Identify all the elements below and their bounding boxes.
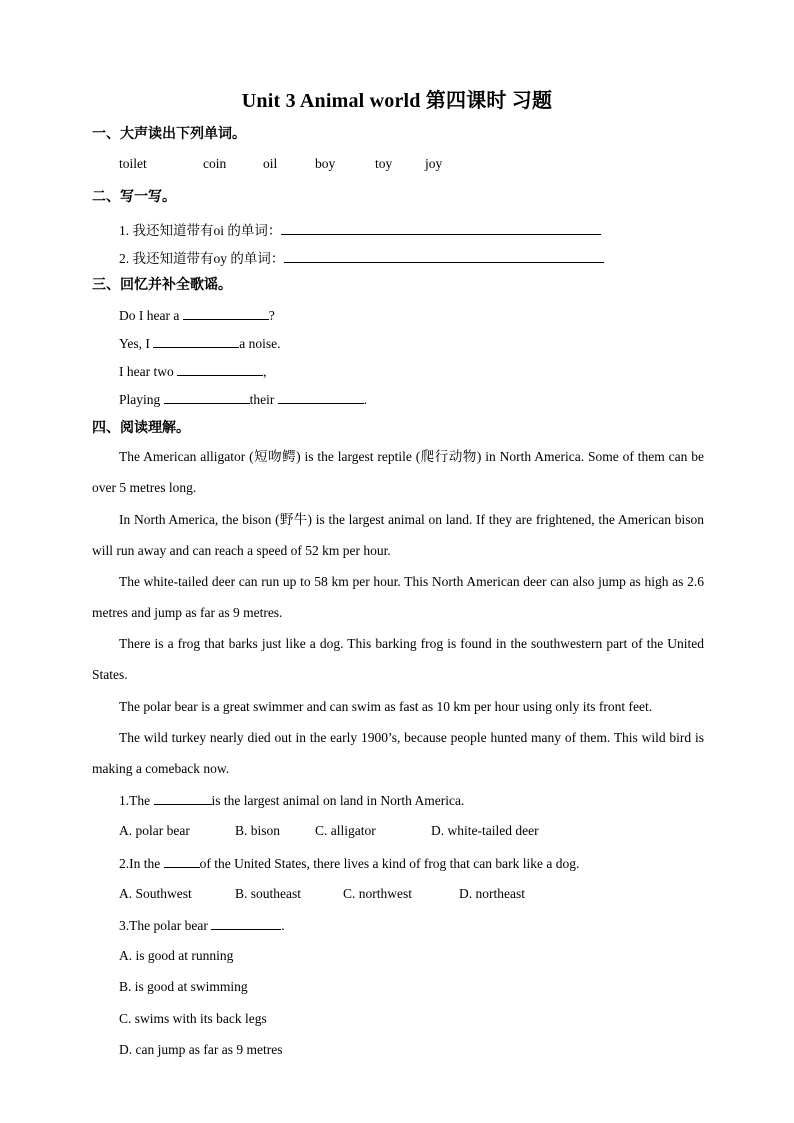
question-blank[interactable]: [164, 855, 200, 868]
q2-option-a[interactable]: A. Southwest: [119, 886, 192, 901]
write-item-oi-label: 1. 我还知道带有oi 的单词：: [119, 223, 282, 238]
write-item-oy-label: 2. 我还知道带有oy 的单词：: [119, 251, 285, 266]
q1-option-b[interactable]: B. bison: [235, 823, 281, 838]
rhyme-blank[interactable]: [278, 391, 364, 404]
rhyme-text: a noise.: [239, 336, 281, 351]
rhyme-blank[interactable]: [183, 307, 269, 320]
q3-option-a[interactable]: A. is good at running: [119, 948, 234, 963]
question-text: of the United States, there lives a kind of frog that can bark like a dog.: [199, 856, 580, 871]
question-text: 2.In the: [119, 856, 164, 871]
word-oil: oil: [263, 156, 278, 171]
question-blank[interactable]: [154, 792, 212, 805]
reading-paragraph: [92, 441, 704, 503]
rhyme-blank[interactable]: [164, 391, 250, 404]
q1-option-d[interactable]: D. white-tailed deer: [431, 823, 539, 838]
question-2: [119, 855, 579, 872]
rhyme-text: .: [363, 392, 368, 407]
rhyme-line-4: [119, 391, 367, 408]
section-4-heading: 四、阅读理解。: [92, 421, 190, 436]
question-1: [119, 792, 464, 809]
q3-option-d[interactable]: D. can jump as far as 9 metres: [119, 1042, 283, 1057]
write-item-oi: [119, 219, 601, 239]
rhyme-text: ?: [268, 308, 275, 323]
rhyme-text: Do I hear a: [119, 308, 183, 323]
paragraph-text: There is a frog that barks just like a dog. This barking frog is found in the southwestern part of the United States.: [92, 636, 704, 682]
question-text: 1.The: [119, 793, 154, 808]
paragraph-text: The white-tailed deer can run up to 58 km per hour. This North American deer can also jump as high as 2.6 metres and jump as far as 9 metres.: [92, 574, 704, 620]
section-1-heading: 一、大声读出下列单词。: [92, 127, 246, 142]
q2-option-c[interactable]: C. northwest: [343, 886, 412, 901]
paragraph-text: The American alligator (短吻鳄) is the largest reptile (爬行动物) in North America. Some of them can be over 5 metres long.: [92, 449, 704, 495]
word-joy: joy: [425, 156, 443, 171]
rhyme-text: I hear two: [119, 364, 178, 379]
q2-option-d[interactable]: D. northeast: [459, 886, 525, 901]
question-text: .: [281, 918, 285, 933]
reading-paragraph: [92, 566, 704, 628]
rhyme-text: their: [249, 392, 278, 407]
question-blank[interactable]: [211, 917, 281, 930]
rhyme-line-2: [119, 335, 281, 352]
rhyme-line-1: [119, 307, 275, 324]
reading-paragraph: [92, 504, 704, 566]
word-toy: toy: [375, 156, 393, 171]
word-toilet: toilet: [119, 156, 147, 171]
q3-option-b[interactable]: B. is good at swimming: [119, 979, 248, 994]
q1-option-c[interactable]: C. alligator: [315, 823, 376, 838]
paragraph-text: The polar bear is a great swimmer and can swim as fast as 10 km per hour using only its front feet.: [119, 699, 653, 714]
answer-blank-oi[interactable]: [281, 222, 601, 235]
paragraph-text: The wild turkey nearly died out in the early 1900’s, because people hunted many of them. This wild bird is making a comeback now.: [92, 730, 704, 776]
paragraph-text: In North America, the bison (野牛) is the largest animal on land. If they are frightened, the American bison will run away and can reach a speed of 52 km per hour.: [92, 512, 704, 558]
word-boy: boy: [315, 156, 336, 171]
question-text: is the largest animal on land in North America.: [211, 793, 465, 808]
section-3-heading: 三、回忆并补全歌谣。: [92, 278, 232, 293]
page-title: Unit 3 Animal world 第四课时 习题: [241, 90, 553, 112]
rhyme-blank[interactable]: [153, 335, 239, 348]
rhyme-text: Playing: [119, 392, 164, 407]
q2-option-b[interactable]: B. southeast: [235, 886, 301, 901]
write-item-oy: [119, 247, 604, 267]
q1-option-a[interactable]: A. polar bear: [119, 823, 190, 838]
question-text: 3.The polar bear: [119, 918, 212, 933]
reading-paragraph: [92, 691, 704, 722]
rhyme-line-3: [119, 363, 266, 380]
rhyme-blank[interactable]: [177, 363, 263, 376]
reading-paragraph: [92, 628, 704, 690]
reading-paragraph: [92, 722, 704, 784]
q3-option-c[interactable]: C. swims with its back legs: [119, 1011, 267, 1026]
section-2-heading: 二、写一写。: [92, 190, 176, 205]
question-3: [119, 917, 285, 934]
rhyme-text: Yes, I: [119, 336, 154, 351]
answer-blank-oy[interactable]: [284, 250, 604, 263]
rhyme-text: ,: [263, 364, 267, 379]
word-coin: coin: [203, 156, 227, 171]
